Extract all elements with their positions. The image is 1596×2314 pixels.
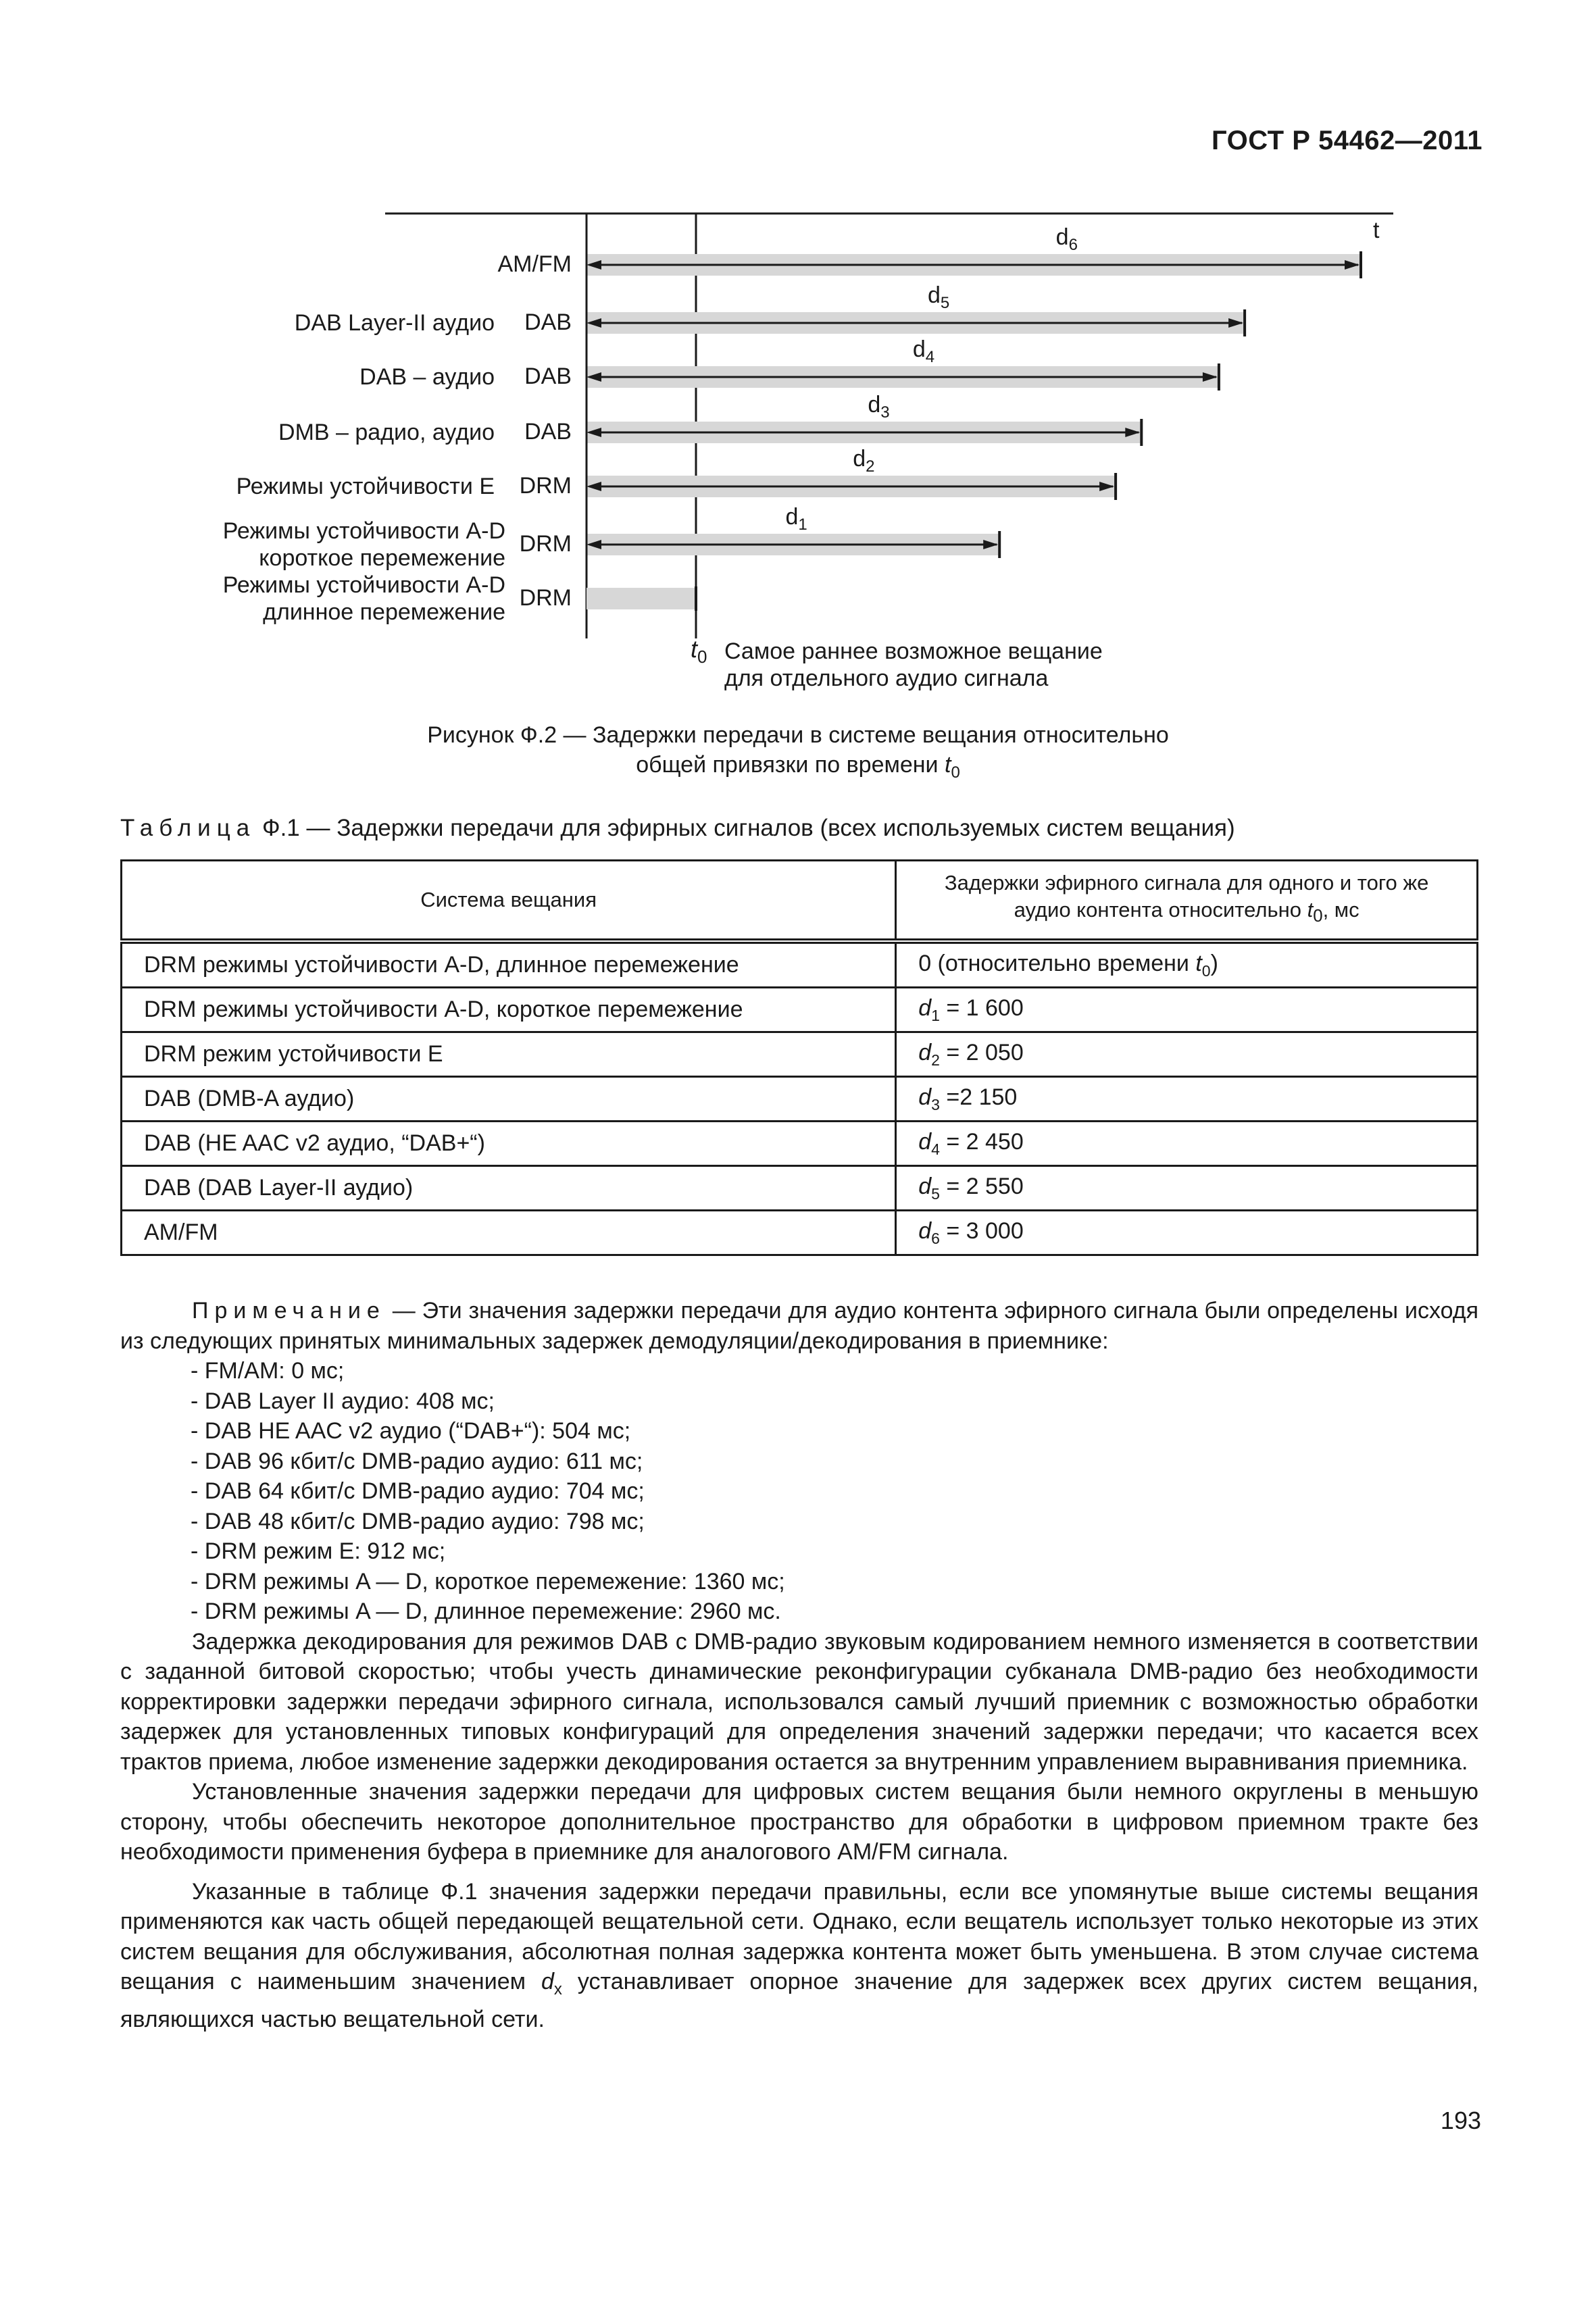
delay-diagram [0, 0, 1596, 743]
t0-note: Самое раннее возможное вещание для отдельного аудио сигнала [724, 638, 1103, 691]
table-row [122, 1166, 1478, 1211]
table-header-row [122, 861, 1478, 942]
delay-cell: $d_6 = 3$ 000 [896, 1211, 1478, 1255]
table-title: Таблица Ф.1 — Задержки передачи для эфирных сигналов (всех используемых систем вещания) [120, 815, 1235, 841]
note-list-item: - DRM режимы A — D, длинное перемежение: 2960 мс. [191, 1599, 781, 1624]
t0-label: $t_0$ [691, 635, 707, 668]
note-list-item: - DAB HE AAC v2 аудио (“DAB+“): 504 мс; [191, 1418, 631, 1444]
row-description: Режимы устойчивости A-D короткое перемежение [222, 518, 505, 571]
document-header: ГОСТ Р 54462—2011 [1212, 126, 1482, 155]
delay-label: $d_2$ [853, 446, 875, 476]
system-label: DRM [519, 585, 572, 611]
system-label: DAB [524, 419, 572, 445]
system-cell: AM/FM [122, 1211, 896, 1255]
system-label: DRM [519, 473, 572, 499]
delay-figure [0, 0, 1596, 743]
note-list [120, 1356, 1478, 1627]
note-list-item: - DAB Layer II аудио: 408 мс; [191, 1388, 495, 1414]
system-cell: DAB (HE AAC v2 аудио, “DAB+“) [122, 1122, 896, 1166]
delay-label: $d_1$ [785, 504, 807, 534]
row-description: DAB – аудио [359, 364, 495, 390]
figure-caption: Рисунок Ф.2 — Задержки передачи в системе вещания относительно общей привязки по времени $t_0$ [427, 722, 1169, 782]
table-row [122, 1077, 1478, 1122]
column-header-system: Система вещания [122, 861, 896, 942]
paragraph-1: Задержка декодирования для режимов DAB с DMB-радио звуковым кодированием немного изменяется в соответствии с заданной битовой скоростью; чтобы учесть динамические реконфигурации субканала DMB-радио без необходимости корректировки задержки передачи эфирного сигнала, использовался самый лучший приемник с возможностью обработки задержек для установленных типовых конфигураций для определения значений задержки передачи; что касается всех трактов приема, любое изменение задержки декодирования остается за внутренним управлением выравнивания приемника. [120, 1628, 1478, 1775]
delay-label: $d_3$ [868, 392, 890, 422]
row-description: DMB – радио, аудио [278, 420, 495, 445]
table-row [122, 988, 1478, 1032]
system-label: AM/FM [497, 251, 572, 277]
row-description: DAB Layer-II аудио [294, 310, 495, 336]
note-intro: Примечание — Эти значения задержки передачи для аудио контента эфирного сигнала были определены исходя из следующих принятых минимальных задержек демодуляции/декодирования в приемнике: [120, 1298, 1478, 1354]
system-cell: DAB (DAB Layer-II аудио) [122, 1166, 896, 1211]
table-row [122, 1122, 1478, 1166]
delay-label: $d_6$ [1055, 224, 1078, 254]
note-list-item: - DAB 96 кбит/с DMB-радио аудио: 611 мс; [191, 1448, 643, 1474]
delay-label: $d_4$ [912, 336, 935, 366]
paragraph-2: Установленные значения задержки передачи для цифровых систем вещания были немного округлены в меньшую сторону, чтобы обеспечить некоторое дополнительное пространство для обработки в цифровом приемном тракте без необходимости применения буфера в приемнике для аналогового AM/FM сигнала. [120, 1779, 1478, 1865]
note-list-item: - DAB 48 кбит/с DMB-радио аудио: 798 мс; [191, 1508, 645, 1534]
note-list-item: - FM/AM: 0 мс; [191, 1358, 345, 1384]
system-cell: DAB (DMB-A аудио) [122, 1077, 896, 1122]
column-header-delay: Задержки эфирного сигнала для одного и того же аудио контента относительно $t_0$, мс [896, 861, 1478, 942]
table-row [122, 1032, 1478, 1077]
delays-table [120, 859, 1478, 1256]
row-description: Режимы устойчивости E [236, 474, 495, 499]
delay-cell: $d_4 = 2$ 450 [896, 1122, 1478, 1166]
note-list-item: - DRM режим E: 912 мс; [191, 1538, 446, 1564]
system-label: DAB [524, 363, 572, 389]
paragraph-3: Указанные в таблице Ф.1 значения задержки передачи правильны, если все упомянутые выше системы вещания применяются как часть общей передающей вещательной сети. Однако, если вещатель использует только некоторые из этих систем вещания для обслуживания, абсолютная полная задержка контента может быть уменьшена. В этом случае система вещания с наименьшим значением $d_x$ устанавливает опорное значение для задержек всех других систем вещания, являющихся частью вещательной сети. [120, 1878, 1478, 2033]
page-number: 193 [1440, 2107, 1481, 2134]
table-row [122, 941, 1478, 988]
delay-cell: $d_5 = 2$ 550 [896, 1166, 1478, 1211]
delay-cell: 0 (относительно времени $t_0$) [896, 941, 1478, 988]
delay-cell: $d_3 =2$ 150 [896, 1077, 1478, 1122]
delay-bar [587, 588, 696, 609]
delay-cell: $d_1 = 1$ 600 [896, 988, 1478, 1032]
delay-cell: $d_2 = 2$ 050 [896, 1032, 1478, 1077]
system-cell: DRM режимы устойчивости A-D, длинное перемежение [122, 941, 896, 988]
system-cell: DRM режимы устойчивости A-D, короткое перемежение [122, 988, 896, 1032]
system-label: DRM [519, 531, 572, 557]
time-axis-label: t [1373, 218, 1380, 243]
system-cell: DRM режим устойчивости E [122, 1032, 896, 1077]
note-list-item: - DAB 64 кбит/с DMB-радио аудио: 704 мс; [191, 1478, 645, 1504]
table-row [122, 1211, 1478, 1255]
delay-label: $d_5$ [927, 282, 950, 312]
row-description: Режимы устойчивости A-D длинное перемежение [222, 572, 505, 625]
notes-section [120, 1296, 1478, 2035]
note-list-item: - DRM режимы A — D, короткое перемежение: 1360 мс; [191, 1568, 785, 1594]
system-label: DAB [524, 309, 572, 335]
